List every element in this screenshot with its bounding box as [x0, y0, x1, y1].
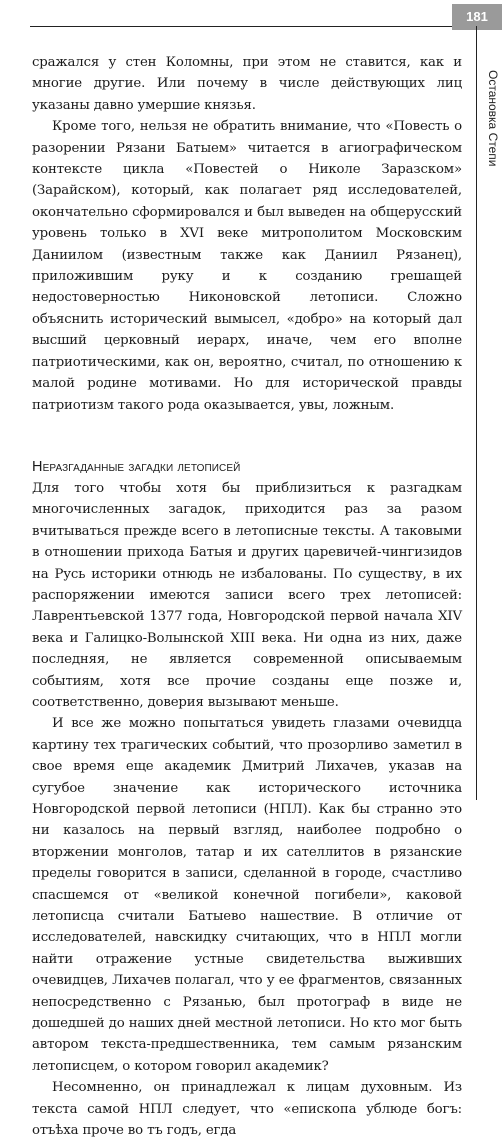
paragraph-1: сражался у стен Коломны, при этом не ставится, как и многие другие. Или почему в числе действующих лиц указаны давно умершие князья.: [32, 55, 462, 113]
paragraph-3: Для того чтобы хотя бы приблизиться к разгадкам многочисленных загадок, приходится раз за разом вчитываться прежде всего в летописные тексты. А таковыми в отношении прихода Батыя и других царевичей-чингизидов на Русь историки отнюдь не избалованы. По существу, в их распоряжении имеются записи всего трех летописей: Лаврентьевской 1377 года, Новгородской первой начала XIV века и Галицко-Волынской XIII века. Ни одна из них, даже последняя, не является современной описываемым событиям, хотя все прочие созданы еще позже и, соответственно, доверия вызывают меньше.: [32, 480, 462, 710]
paragraph-2: Кроме того, нельзя не обратить внимание, что «Повесть о разорении Рязани Батыем» читается в агиографическом контексте цикла «Повестей о Николе Заразском» (Зарайском), который, как полагает ряд исследователей, окончательно сформировался и был выведен на общерусский уровень только в XVI веке митрополитом Московским Даниилом (известным также как Даниил Рязанец), приложившим руку и к созданию грешащей недостоверностью Никоновской летописи. Сложно объяснить исторический вымысел, «добро» на который дал высший церковный иерарх, иначе, чем его вполне патриотическими, как он, вероятно, считал, по отношению к малой родине мотивами. Но для исторической правды патриотизм такого рода оказывается, увы, ложным.: [32, 119, 462, 413]
paragraph-4: И все же можно попытаться увидеть глазами очевидца картину тех трагических событий, что прозорливо заметил в свое время еще академик Дмитрий Лихачев, указав на сугубое значение как исторического источника Новгородской первой летописи (НПЛ). Как бы странно это ни казалось на первый взгляд, наиболее подробно о вторжении монголов, татар и их сателлитов в рязанские пределы говорится в записи, сделанной в городе, счастливо спасшемся от «великой конечной погибели», каковой летописца считали Батыево нашествие. В отличие от исследователей, навскидку считающих, что в НПЛ могли найти отражение устные свидетельства выживших очевидцев, Лихачев полагал, что у ее фрагментов, связанных непосредственно с Рязанью, был протограф в виде не дошедшей до наших дней местной летописи. Но кто мог быть автором текста-предшественника, тем самым рязанским летописцем, о котором говорил академик?: [32, 716, 462, 1074]
page-number: 181: [452, 4, 502, 30]
header-rule: [30, 26, 476, 27]
paragraph-5: Несомненно, он принадлежал к лицам духовным. Из текста самой НПЛ следует, что «епископа ублюде богъ: отъѣха проче во тъ годъ, егда: [32, 1080, 462, 1139]
section-heading: Неразгаданные загадки летописей: [32, 458, 241, 475]
running-title: Остановка Степи: [486, 70, 500, 167]
page-body: [32, 52, 462, 1142]
side-rule: [476, 26, 477, 800]
